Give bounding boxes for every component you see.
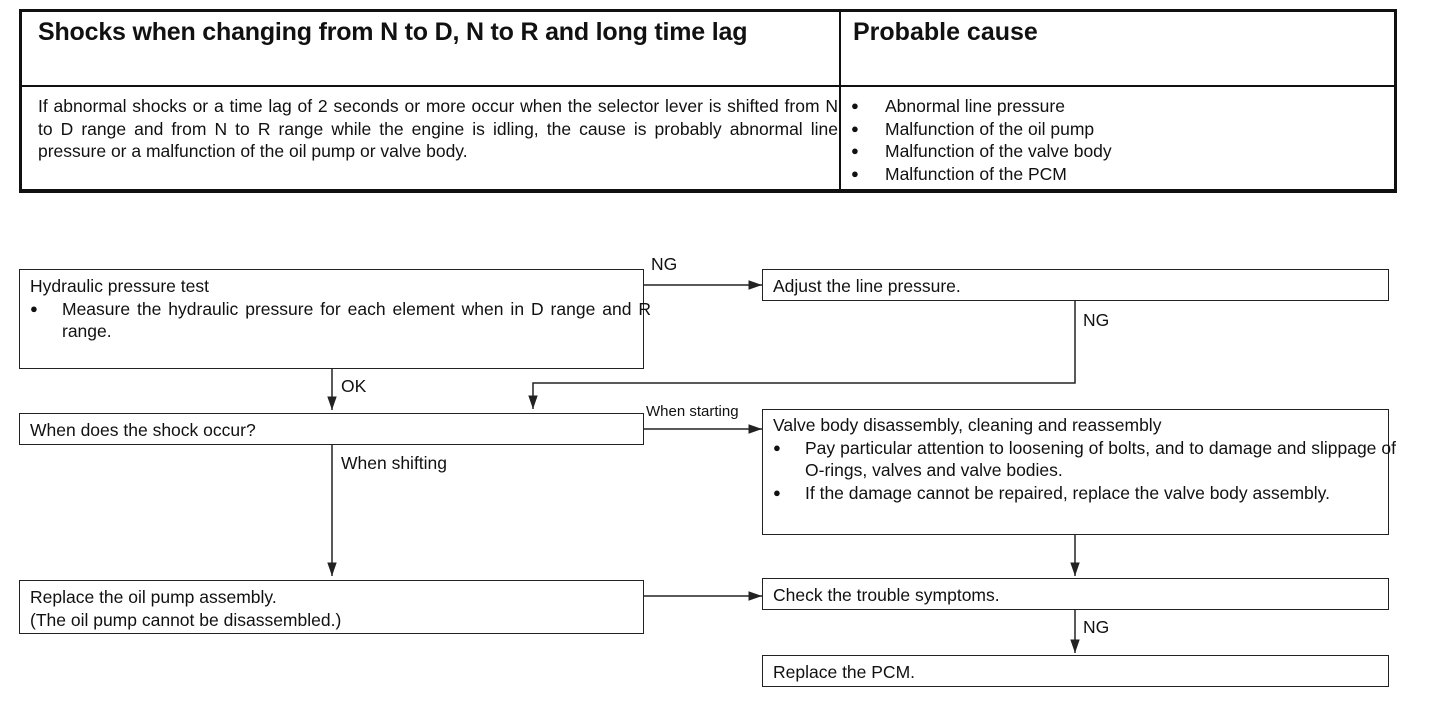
label-ng-hydraulic: NG — [651, 254, 678, 274]
label-when-starting: When starting — [646, 403, 739, 420]
label-ng-check: NG — [1083, 617, 1110, 637]
replace-pump-line1: Replace the oil pump assembly. — [30, 587, 277, 607]
cause-title: Probable cause — [853, 18, 1038, 46]
symptom-title: Shocks when changing from N to D, N to R and long time lag — [38, 18, 748, 46]
valve-body-bullet: ● Pay particular attention to loosening of bolts, and to damage and slippage of O-rings, valves and valve bodies. — [773, 437, 1396, 482]
valve-body-bullet: ● If the damage cannot be repaired, replace the valve body assembly. — [773, 482, 1396, 505]
when-shock-box — [19, 413, 644, 445]
when-shock-text: When does the shock occur? — [30, 420, 256, 440]
label-ok-hydraulic: OK — [341, 376, 367, 396]
cause-item: ● Malfunction of the PCM — [851, 163, 1381, 186]
check-symptoms-text: Check the trouble symptoms. — [773, 585, 1000, 605]
replace-pcm-box — [762, 655, 1389, 687]
hydraulic-test-title: Hydraulic pressure test — [30, 276, 209, 296]
label-when-shifting: When shifting — [341, 453, 448, 473]
adjust-pressure-box — [762, 269, 1389, 301]
replace-pcm-text: Replace the PCM. — [773, 662, 916, 682]
label-ng-adjust: NG — [1083, 310, 1110, 330]
valve-body-title: Valve body disassembly, cleaning and reassembly — [773, 415, 1162, 435]
replace-pump-box — [19, 580, 644, 634]
valve-body-box — [762, 409, 1396, 535]
hydraulic-test-bullet: ● Measure the hydraulic pressure for each element when in D range and R range. — [30, 298, 651, 343]
check-symptoms-box — [762, 578, 1389, 610]
replace-pump-line2: (The oil pump cannot be disassembled.) — [30, 609, 342, 630]
cause-item: ● Malfunction of the oil pump — [851, 118, 1381, 141]
symptom-description: If abnormal shocks or a time lag of 2 seconds or more occur when the selector lever is shifted from N to D range and from N to R range while the engine is idling, the cause is probably abnormal line pressure or a malfunction of the oil pump or valve body. — [38, 96, 838, 161]
cause-item: ● Malfunction of the valve body — [851, 140, 1381, 163]
cause-item: ● Abnormal line pressure — [851, 95, 1381, 118]
adjust-pressure-text: Adjust the line pressure. — [773, 276, 961, 296]
hydraulic-test-box — [19, 269, 651, 369]
